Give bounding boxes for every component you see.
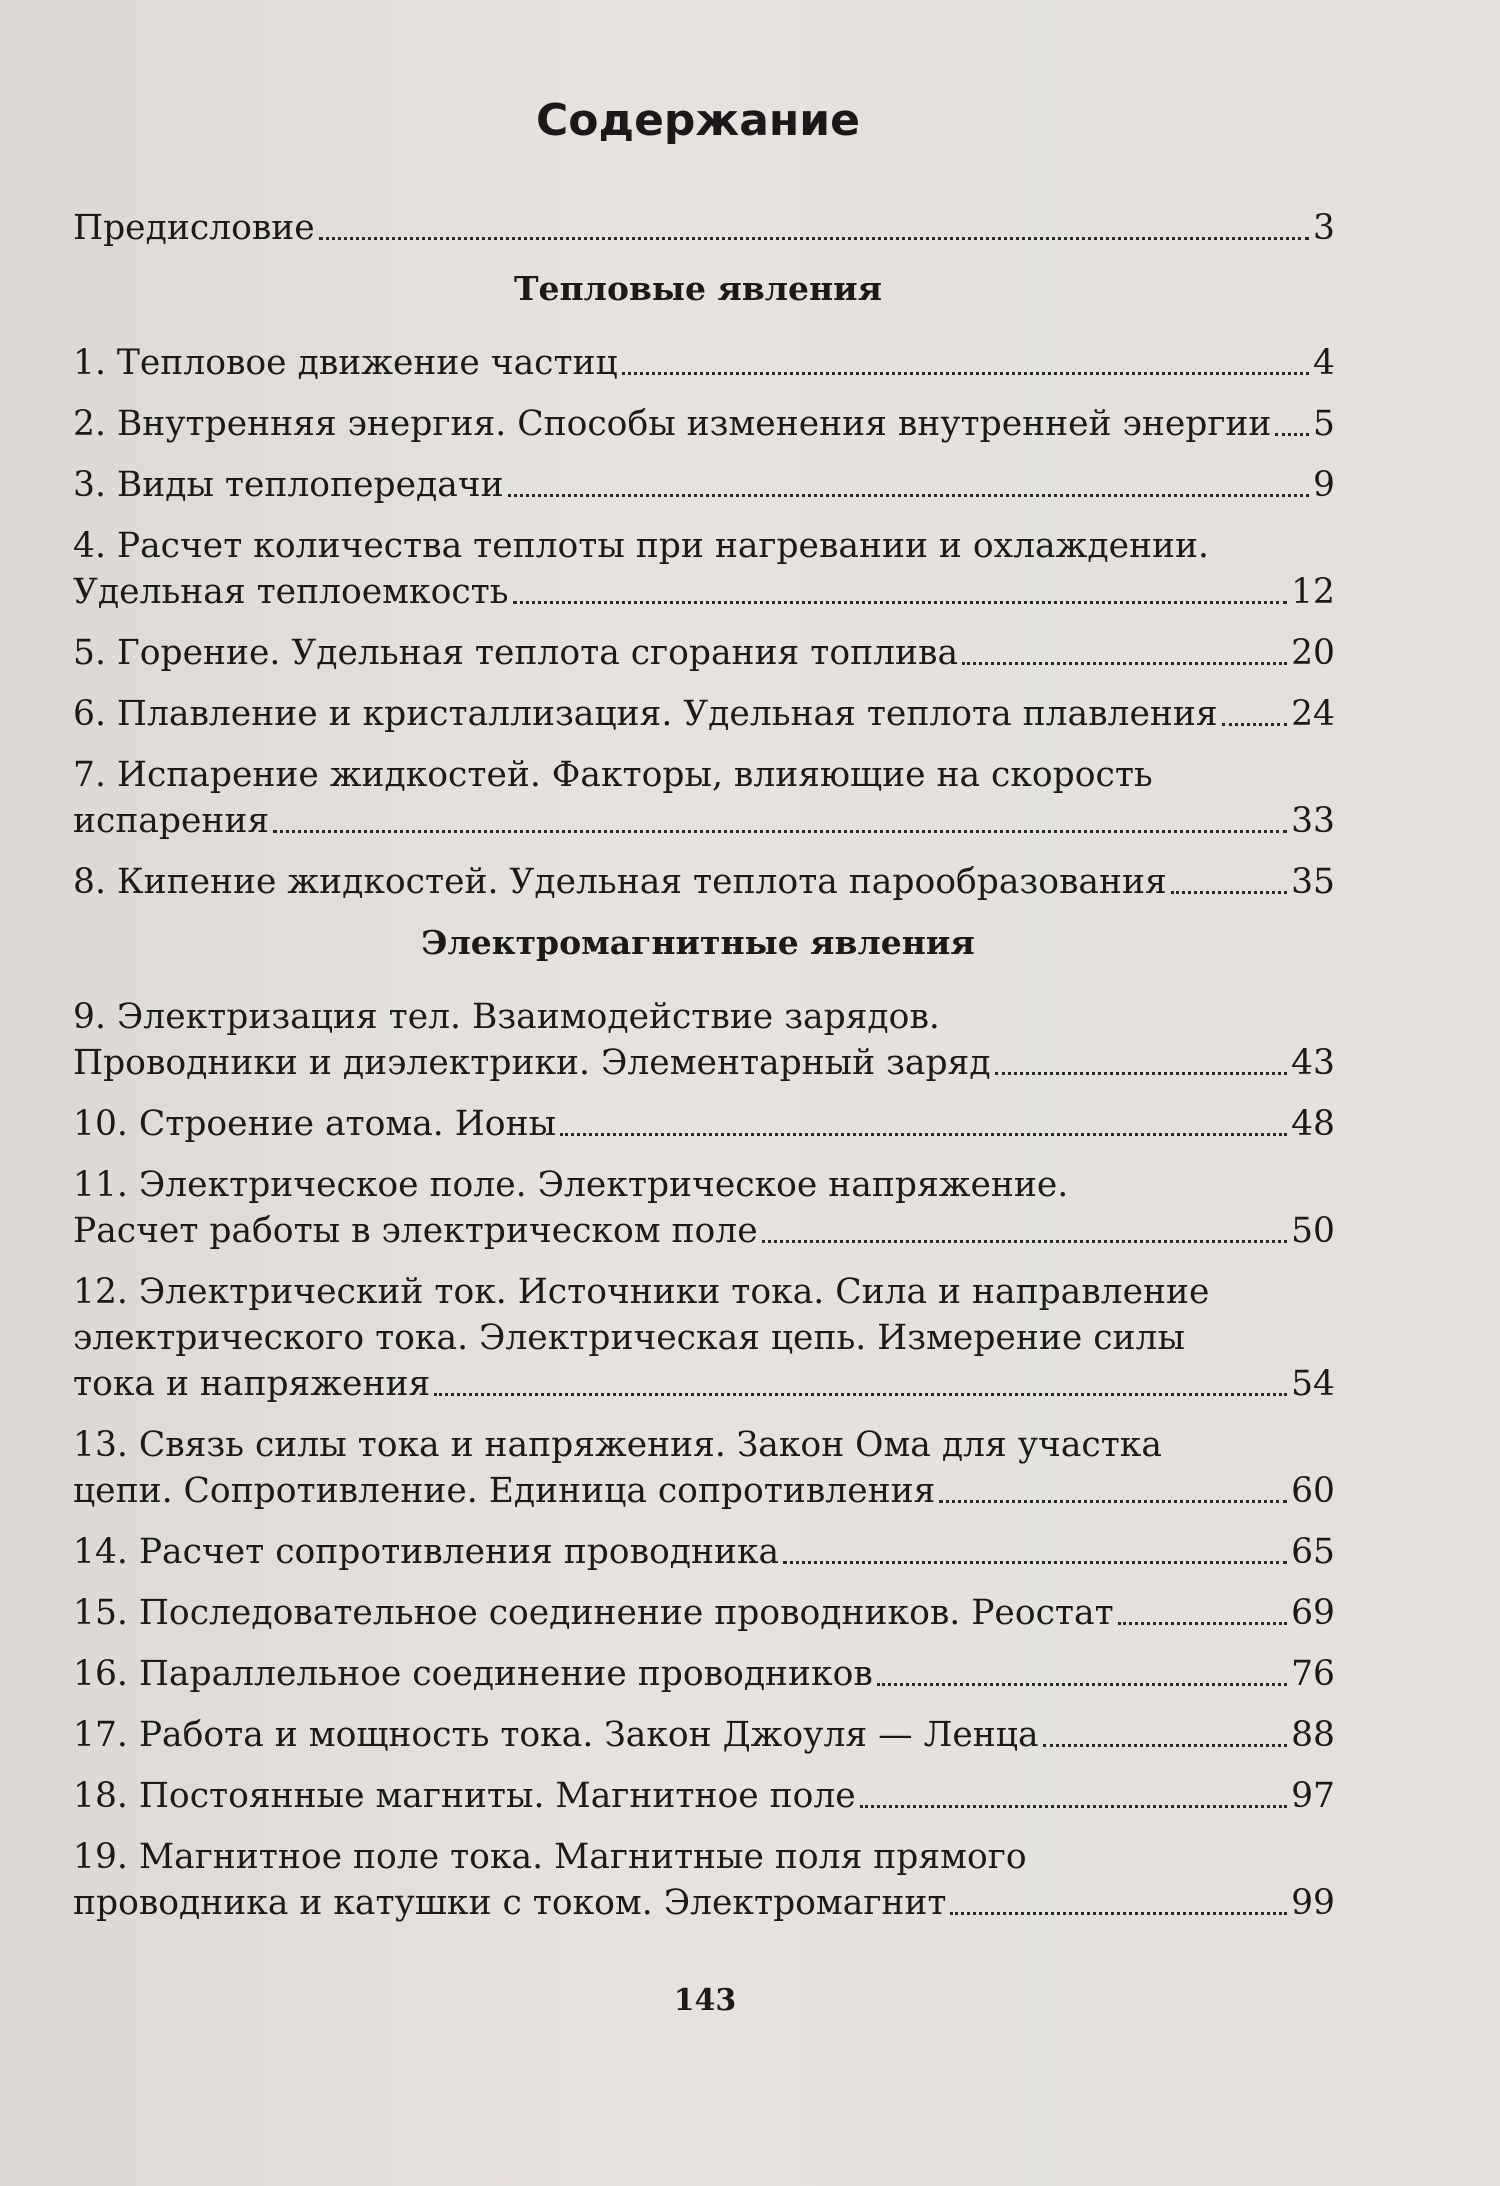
dot-leader [939,1500,1287,1503]
toc-entry [73,691,1335,737]
toc-line [73,523,1335,569]
toc-sections [73,266,1335,1926]
toc-entry [73,859,1335,905]
dot-leader [513,601,1288,604]
toc-line [73,462,1335,508]
dot-leader [1043,1744,1288,1747]
toc-page-number: 69 [1291,1593,1335,1633]
dot-leader [1222,723,1287,726]
toc-line [73,798,1335,844]
dot-leader [950,1912,1287,1915]
dot-leader [783,1561,1287,1564]
toc-entry-label: Удельная теплоемкость [73,572,509,612]
toc-line [73,1590,1335,1636]
toc-line [73,752,1335,798]
toc-entry [73,340,1335,386]
toc-line [73,1361,1335,1407]
toc-entry-label: Предисловие [73,208,315,248]
toc-page-number: 43 [1291,1043,1335,1083]
toc-entry [73,1590,1335,1636]
toc-entry-label: испарения [73,801,270,841]
toc-entry-label: 10. Строение атома. Ионы [73,1104,557,1144]
toc-line [73,401,1335,447]
toc-page-number: 20 [1291,633,1335,673]
toc-page-number: 35 [1291,862,1335,902]
toc-line [73,1422,1335,1468]
toc-line [73,1101,1335,1147]
toc-entry-label: проводника и катушки с током. Электромагнит [73,1883,947,1923]
toc-entry-label: 15. Последовательное соединение проводников. Реостат [73,1593,1114,1633]
toc-entry-label: 1. Тепловое движение частиц [73,343,618,383]
toc-entry [73,1101,1335,1147]
toc-line [73,1162,1335,1208]
toc-page-number: 33 [1291,801,1335,841]
toc-page-number: 76 [1291,1654,1335,1694]
toc-entry [73,1422,1335,1514]
toc-page-number: 9 [1313,465,1335,505]
toc-line [73,630,1335,676]
toc-entry [73,1834,1335,1926]
toc-entry-label: 11. Электрическое поле. Электрическое напряжение. [73,1165,1069,1205]
toc-entry-label: тока и напряжения [73,1364,431,1404]
toc-line [73,994,1335,1040]
dot-leader [1171,891,1287,894]
dot-leader [962,662,1287,665]
toc-entry [73,1162,1335,1254]
toc-page-number: 12 [1291,572,1335,612]
dot-leader [1275,433,1309,436]
toc-line [73,1208,1335,1254]
toc-entry-preface [73,205,1335,251]
toc-page-number: 60 [1291,1471,1335,1511]
toc-entry-label: цепи. Сопротивление. Единица сопротивления [73,1471,936,1511]
dot-leader [319,237,1309,240]
toc-line [73,1040,1335,1086]
toc-entry-label: Расчет работы в электрическом поле [73,1211,758,1251]
toc-entry [73,1529,1335,1575]
toc-entry-label: 12. Электрический ток. Источники тока. Сила и направление [73,1272,1210,1312]
dot-leader [273,830,1287,833]
toc-line [73,1651,1335,1697]
section-heading: Электромагнитные явления [421,923,975,962]
toc-entry [73,1269,1335,1407]
toc-line [73,1773,1335,1819]
toc-page-number: 50 [1291,1211,1335,1251]
toc-line [73,1315,1335,1361]
table-of-contents [73,205,1335,1941]
toc-entry [73,462,1335,508]
toc-entry [73,1651,1335,1697]
toc-page-number: 88 [1291,1715,1335,1755]
dot-leader [860,1805,1287,1808]
toc-entry [73,752,1335,844]
dot-leader [508,494,1309,497]
toc-entry-label: 3. Виды теплопередачи [73,465,504,505]
toc-line [73,569,1335,615]
toc-line [73,1834,1335,1880]
dot-leader [560,1133,1287,1136]
toc-entry-label: 8. Кипение жидкостей. Удельная теплота парообразования [73,862,1167,902]
page-title: Содержание [536,95,860,146]
toc-entry-label: 17. Работа и мощность тока. Закон Джоуля — Ленца [73,1715,1039,1755]
toc-page-number: 99 [1291,1883,1335,1923]
dot-leader [434,1393,1287,1396]
toc-entry-label: электрического тока. Электрическая цепь. Измерение силы [73,1318,1185,1358]
toc-page-number: 48 [1291,1104,1335,1144]
dot-leader [877,1683,1287,1686]
toc-line [73,691,1335,737]
toc-line [73,1529,1335,1575]
toc-entry-label: 16. Параллельное соединение проводников [73,1654,873,1694]
toc-entry-label: 9. Электризация тел. Взаимодействие зарядов. [73,997,940,1037]
toc-line [73,1468,1335,1514]
toc-page-number: 97 [1291,1776,1335,1816]
toc-entry-label: 13. Связь силы тока и напряжения. Закон Ома для участка [73,1425,1162,1465]
toc-page-number: 4 [1313,343,1335,383]
toc-line [73,205,1335,251]
page-number: 143 [673,1983,737,2018]
toc-entry [73,994,1335,1086]
toc-entry-label: 2. Внутренняя энергия. Способы изменения внутренней энергии [73,404,1272,444]
toc-entry [73,630,1335,676]
toc-entry [73,523,1335,615]
toc-entry [73,1712,1335,1758]
toc-line [73,1880,1335,1926]
dot-leader [622,372,1309,375]
toc-page-number: 65 [1291,1532,1335,1572]
toc-page-number: 3 [1313,208,1335,248]
toc-entry-label: 5. Горение. Удельная теплота сгорания топлива [73,633,959,673]
toc-line [73,1269,1335,1315]
toc-entry-label: 4. Расчет количества теплоты при нагревании и охлаждении. [73,526,1209,566]
toc-entry-label: 6. Плавление и кристаллизация. Удельная теплота плавления [73,694,1218,734]
toc-entry-label: 7. Испарение жидкостей. Факторы, влияющие на скорость [73,755,1153,795]
toc-entry-label: 14. Расчет сопротивления проводника [73,1532,780,1572]
toc-entry-label: 19. Магнитное поле тока. Магнитные поля прямого [73,1837,1027,1877]
toc-page-number: 54 [1291,1364,1335,1404]
dot-leader [995,1072,1288,1075]
toc-line [73,859,1335,905]
toc-line [73,340,1335,386]
section-heading: Тепловые явления [513,269,883,308]
toc-page-number: 5 [1313,404,1335,444]
toc-page-number: 24 [1291,694,1335,734]
toc-entry-label: Проводники и диэлектрики. Элементарный заряд [73,1043,991,1083]
toc-entry-label: 18. Постоянные магниты. Магнитное поле [73,1776,856,1816]
toc-entry [73,1773,1335,1819]
toc-line [73,1712,1335,1758]
toc-entry [73,401,1335,447]
dot-leader [762,1240,1287,1243]
dot-leader [1118,1622,1287,1625]
